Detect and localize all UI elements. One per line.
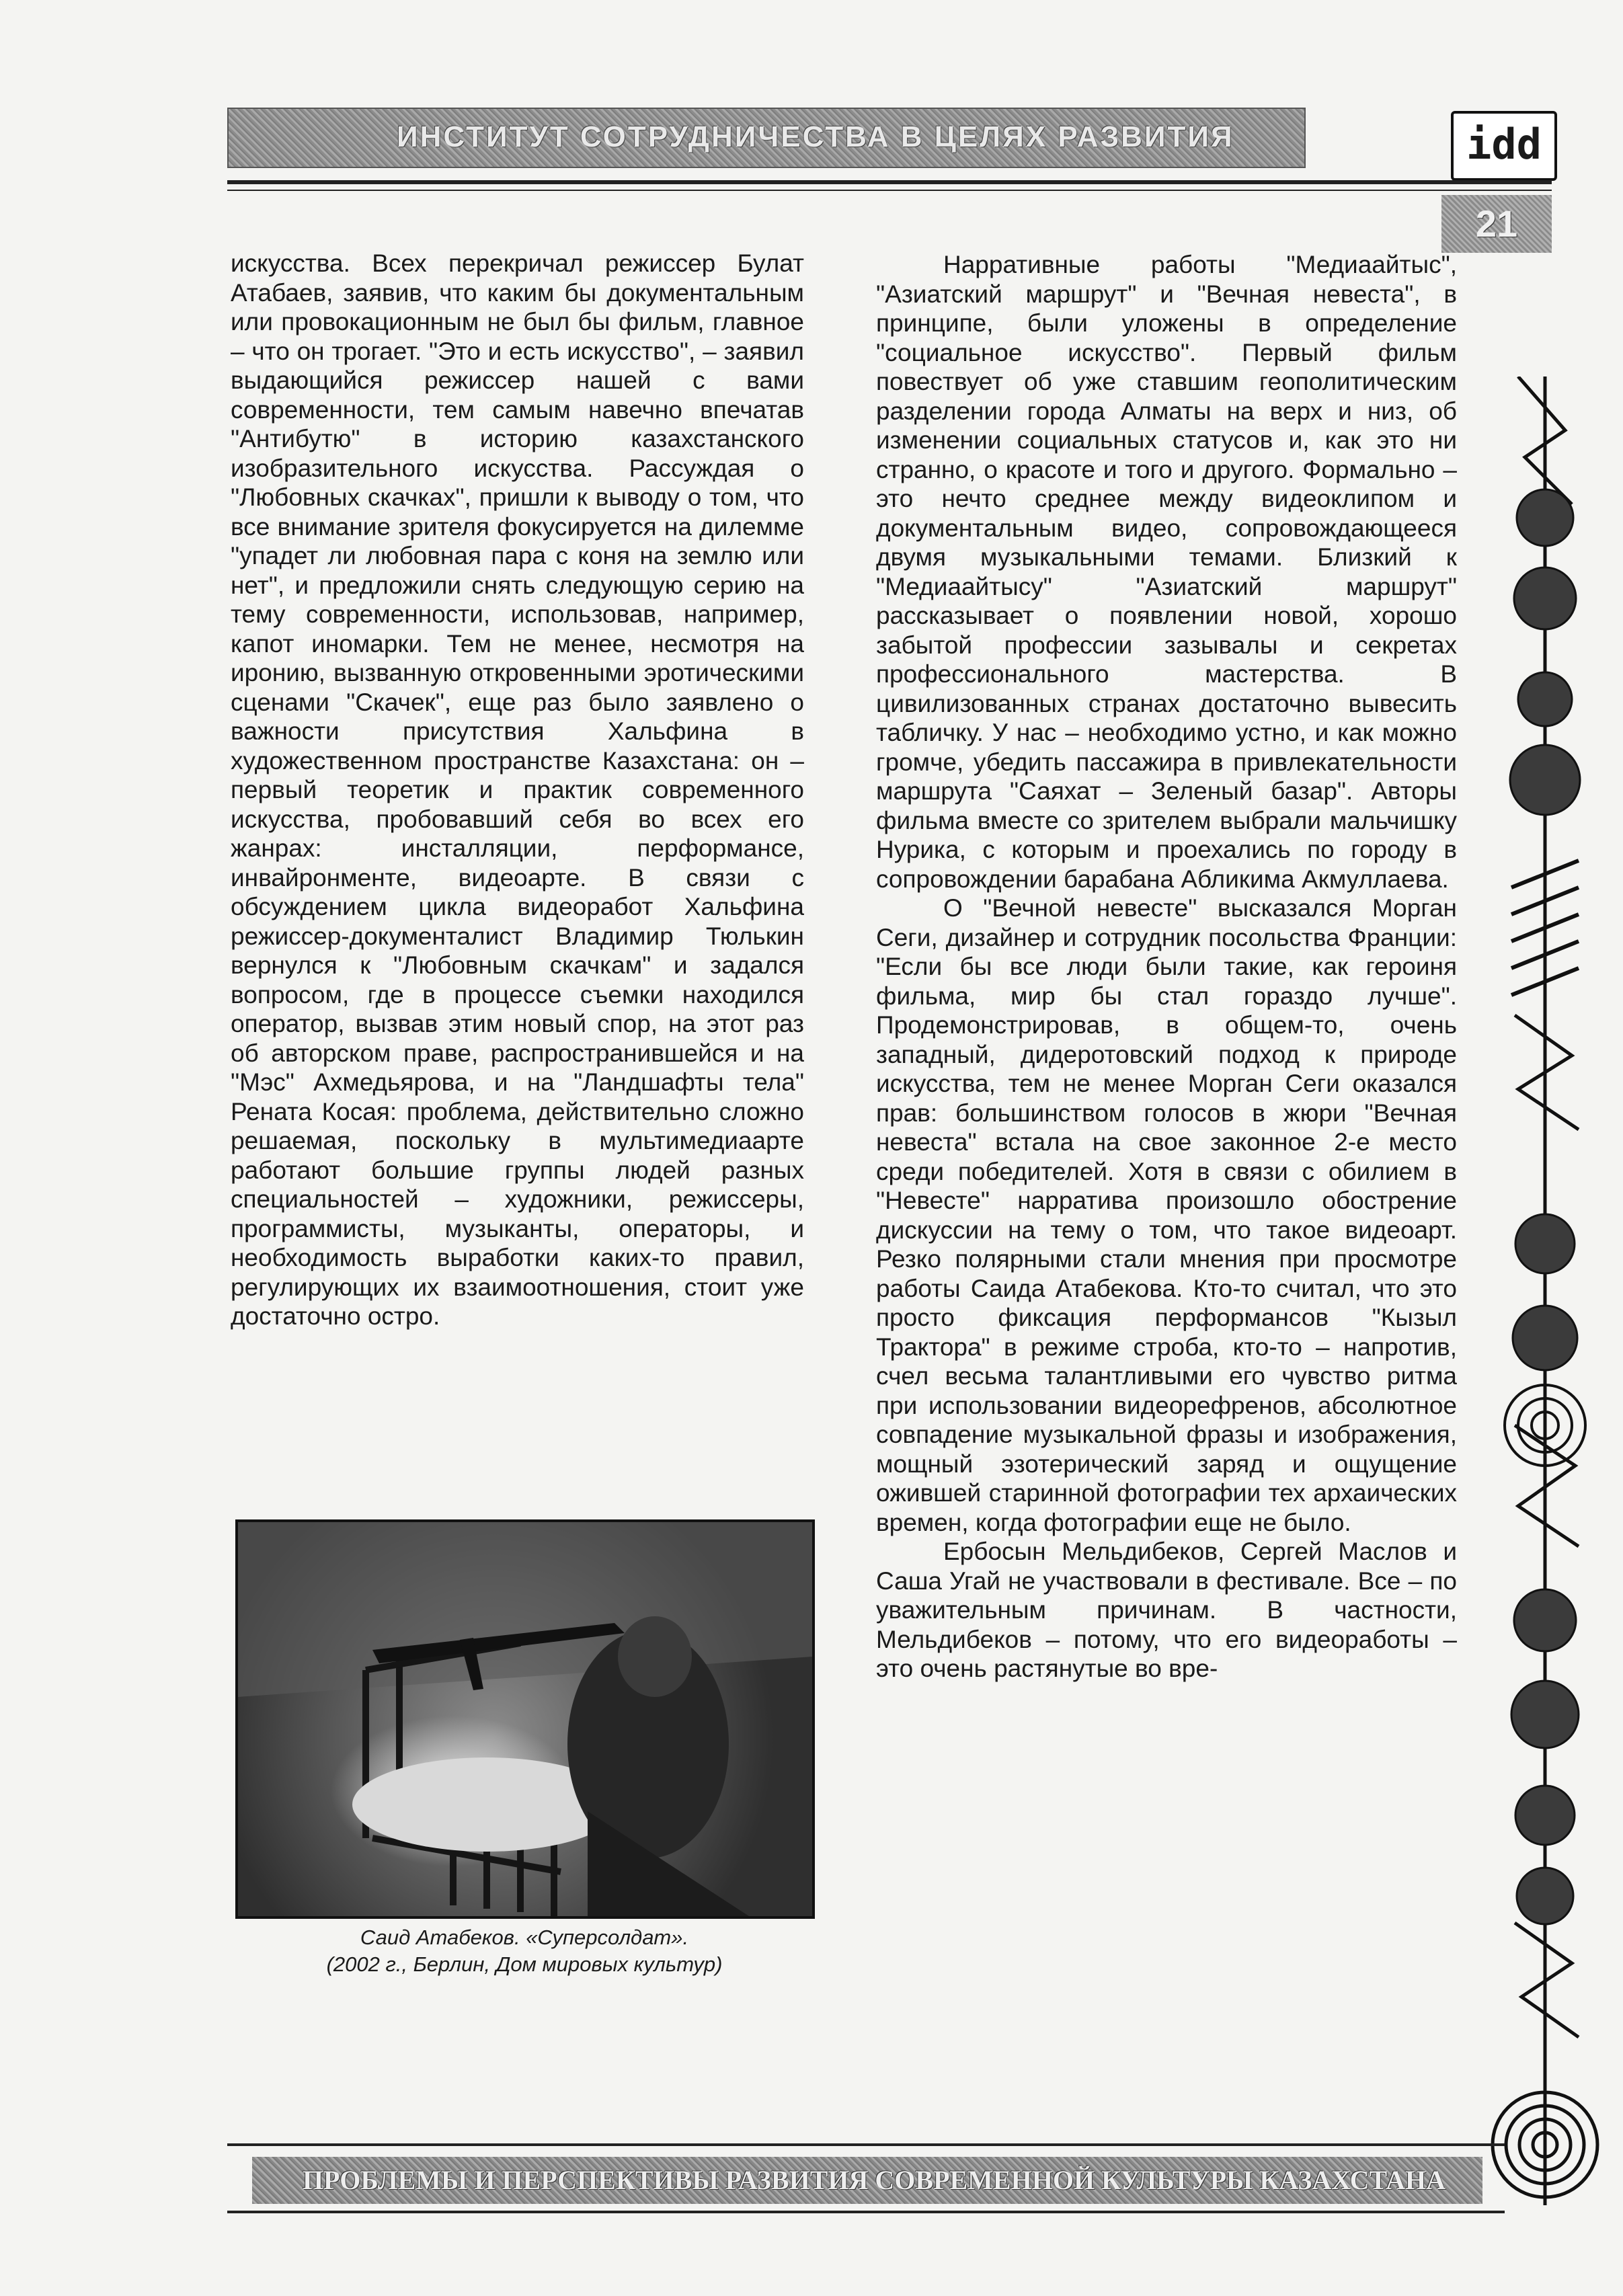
left-paragraph: искусства. Всех перекричал режиссер Булат Атабаев, заявив, что каким бы документальным или провокационным не был бы фильм, главное – что он трогает. "Это и есть искусство", – заявил выдающийся режиссер нашей с вами современности, тем самым навечно впечатав "Антибутю" в историю казахстанского изобразительного искусства. Рассуждая о "Любовных скачках", пришли к выводу о том, что все внимание зрителя фокусируется на дилемме "упадет ли любовная пара с коня на землю или нет", и предложили снять следующую серию на тему современности, использовав, например, капот иномарки. Тем не менее, несмотря на иронию, вызванную откровенными эротическими сценами "Скачек", еще раз было заявлено о важности присутствия Хальфина в художественном пространстве Казахстана: он – первый теоретик и практик современного искусства, пробовавший себя во всех его жанрах: инсталляции, перформансе, инвайронменте, видеоарте. В связи с обсуждением цикла видеоработ Хальфина режиссер-документалист Владимир Тюлькин вернулся к "Любовным скачкам" и задался вопросом, где в процессе съемки находился оператор, вызвав этим новый спор, на этот раз об авторском праве, распространившейся и на "Мэс" Ахмедьярова, и на "Ландшафты тела" Рената Косая: проблема, действительно сложно решаемая, поскольку в мультимедиаарте работают большие группы людей разных специальностей – художники, режиссеры, программисты, музыканты, операторы, и необходимость выработки каких-то правил, регулирующих их взаимоотношения, стоит уже достаточно остро. <box>231 249 804 1330</box>
photo-illustration <box>238 1522 812 1916</box>
right-column <box>876 250 1457 1684</box>
right-paragraph-3: Ербосын Мельдибеков, Сергей Маслов и Саша Угай не участвовали в фестивале. Все – по уважительным причинам. В частности, Мельдибеков – потому, что его видеоработы – это очень растянутые во вре- <box>876 1538 1457 1682</box>
photo-supersoldier <box>235 1519 815 1919</box>
logo: idd <box>1451 111 1557 181</box>
caption-line-2: (2002 г., Берлин, Дом мировых культур) <box>326 1952 723 1976</box>
right-paragraph-1: Нарративные работы "Медиаайтыс", "Азиатский маршрут" и "Вечная невеста", в принципе, были уложены в определение "социальное искусство". Первый фильм повествует об уже ставшим геополитическим разделении города Алматы на верх и низ, об изменении социальных статусов и, как это ни странно, о красоте и того и другого. Формально – это нечто среднее между видеоклипом и документальным видео, сопровождающееся двумя музыкальными темами. Близкий к "Медиаайтысу" "Азиатский маршрут" рассказывает о появлении новой, хорошо забытой профессии зазывалы и секретах профессионального мастерства. В цивилизованных странах достаточно вывесить табличку. У нас – необходимо устно, и как можно громче, убедить пассажира в привлекательности маршрута "Саяхат – Зеленый базар". Авторы фильма вместе со зрителем выбрали мальчишку Нурика, с которым и проехались по городу в сопровождении барабана Абликима Акмуллаева. <box>876 251 1457 893</box>
caption-line-1: Саид Атабеков. «Суперсолдат». <box>360 1926 689 1949</box>
page-number: 21 <box>1441 195 1552 253</box>
photo-caption <box>235 1924 814 1978</box>
decorative-ornament-column <box>1478 377 1612 2246</box>
right-paragraph-2: О "Вечной невесте" высказался Морган Сеги, дизайнер и сотрудник посольства Франции: "Если бы все люди были такие, как героиня фильма, мир бы стал гораздо лучше". Продемонстрировав, в общем-то, очень западный, дидеротовский подход к природе искусства, тем не менее Морган Сеги оказался прав: большинством голосов в жюри "Вечная невеста" встала на свое законное 2-е место среди победителей. Хотя в связи с обилием в "Невесте" нарратива произошло обострение дискуссии на тему о том, что такое видеоарт. Резко полярными стали мнения при просмотре работы Саида Атабекова. Кто-то считал, что это просто фиксация перформансов "Кызыл Трактора" в режиме строба, кто-то – напротив, счел весьма талантливыми его чувство ритма при использовании видеорефренов, абсолютное совпадение музыкальной фразы и изображения, мощный эзотерический заряд и ощущение ожившей старинной фотографии тех архаических времен, когда фотографии еще не было. <box>876 894 1457 1536</box>
footer-rule-top <box>227 2143 1505 2146</box>
footer-title: ПРОБЛЕМЫ И ПЕРСПЕКТИВЫ РАЗВИТИЯ СОВРЕМЕННОЙ КУЛЬТУРЫ КАЗАХСТАНА <box>302 2165 1446 2195</box>
header-rule <box>227 180 1552 184</box>
left-column <box>231 249 804 1331</box>
header-title: ИНСТИТУТ СОТРУДНИЧЕСТВА В ЦЕЛЯХ РАЗВИТИЯ <box>397 120 1234 153</box>
header-rule-thin <box>227 190 1552 191</box>
footer-rule-bottom <box>227 2211 1505 2213</box>
